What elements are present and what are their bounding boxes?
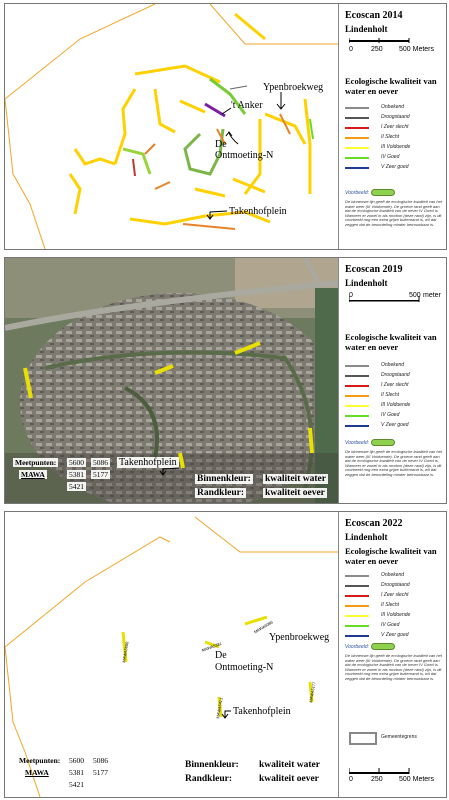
code-5086: 5086 bbox=[93, 458, 108, 467]
legend-row bbox=[345, 422, 445, 430]
legend-swatch bbox=[345, 615, 369, 617]
scale-label-250: 250 bbox=[371, 46, 383, 53]
code-5600: 5600 bbox=[69, 756, 84, 765]
legend-swatch bbox=[345, 585, 369, 587]
binnenkleur-label-2019: Binnenkleur: bbox=[197, 474, 251, 484]
scale-label-unit: meter bbox=[423, 292, 441, 299]
legend-2022 bbox=[338, 512, 447, 797]
legend-label: III Voldoende bbox=[381, 144, 411, 150]
example-label: Voorbeeld: bbox=[345, 190, 369, 196]
stream bbox=[70, 174, 80, 214]
legend-swatch bbox=[345, 167, 369, 169]
meetpunten-label-2019: Meetpunten: bbox=[15, 458, 57, 467]
legend-row bbox=[345, 632, 445, 640]
legend-swatch bbox=[345, 117, 369, 119]
legend-row bbox=[345, 144, 445, 152]
legend-row bbox=[345, 412, 445, 420]
stream bbox=[155, 89, 175, 132]
scale-label-250: 250 bbox=[371, 776, 383, 783]
legend-title: Ecologische kwaliteit van water en oever bbox=[345, 332, 437, 352]
gemeentegrens-label: Gemeentegrens bbox=[381, 734, 417, 740]
binnenkleur-value-2019: kwaliteit water bbox=[265, 474, 326, 484]
label-anker: 't Anker bbox=[231, 100, 263, 111]
label-ypenbroekweg-2022: Ypenbroekweg bbox=[269, 632, 330, 643]
mawa-point-5600: MAWA5600 bbox=[121, 641, 130, 663]
label-ypenbroekweg: Ypenbroekweg bbox=[263, 82, 324, 93]
legend-swatch bbox=[345, 415, 369, 417]
legend-label: II Slecht bbox=[381, 602, 400, 608]
legend-swatch bbox=[345, 395, 369, 397]
stream bbox=[180, 101, 205, 112]
code-5421: 5421 bbox=[69, 780, 84, 789]
legend-label: II Slecht bbox=[381, 392, 400, 398]
stream bbox=[195, 189, 225, 196]
title-2022: Ecoscan 2022 bbox=[345, 518, 403, 529]
mawa-point-5421: MAWA5421 bbox=[215, 697, 224, 719]
legend-label: III Voldoende bbox=[381, 612, 411, 618]
subtitle-2019: Lindenholt bbox=[345, 278, 388, 288]
legend-label: IV Goed bbox=[381, 412, 400, 418]
randkleur-label-2022: Randkleur: bbox=[185, 774, 232, 784]
code-5177: 5177 bbox=[93, 470, 108, 479]
stream bbox=[135, 66, 220, 82]
legend-label: Droogstaand bbox=[381, 582, 410, 588]
legend-row bbox=[345, 104, 445, 112]
legend-swatch bbox=[345, 157, 369, 159]
title-2014: Ecoscan 2014 bbox=[345, 10, 403, 21]
legend-swatch bbox=[345, 127, 369, 129]
legend-label: I Zeer slecht bbox=[381, 592, 409, 598]
legend-swatch bbox=[345, 385, 369, 387]
legend-row bbox=[345, 372, 445, 380]
legend-label: V Zeer goed bbox=[381, 632, 409, 638]
gemeentegrens-swatch bbox=[349, 732, 377, 745]
scale-label-500: 500 Meters bbox=[399, 776, 435, 783]
map-2022[interactable] bbox=[5, 512, 338, 797]
example-note: De binnenste lijn geeft de ecologische kwaliteit van het water weer (III Voldoende). De groene rand geeft aan dat de ecologische kwaliteit van de oever IV Goed is. Wanneer er zowel in als rondom (deze rand) zijn, is dit voorbeeld nog een extra grijze buitenrand is, wil dat zeggen dat de beoordeling minder betrouwbaar is. bbox=[345, 199, 442, 227]
legend-title: Ecologische kwaliteit van water en oever bbox=[345, 546, 437, 566]
legend-label: I Zeer slecht bbox=[381, 124, 409, 130]
example-label: Voorbeeld: bbox=[345, 644, 369, 650]
randkleur-value-2019: kwaliteit oever bbox=[265, 488, 325, 498]
scale-label-0: 0 bbox=[349, 292, 353, 299]
map-2014-svg bbox=[5, 4, 338, 249]
legend-label: III Voldoende bbox=[381, 402, 411, 408]
example-note: De binnenste lijn geeft de ecologische kwaliteit van het water weer (III Voldoende). De groene rand geeft aan dat de ecologische kwaliteit van de oever IV Goed is. Wanneer er zowel in als rondom (deze rand) zijn, is dit voorbeeld nog een extra grijze buitenrand is, wil dat zeggen dat de beoordeling minder betrouwbaar is. bbox=[345, 653, 442, 681]
stream bbox=[230, 86, 247, 89]
municipal-boundary bbox=[5, 4, 338, 249]
code-5381: 5381 bbox=[69, 470, 84, 479]
example-swatch bbox=[371, 189, 395, 196]
legend-swatch bbox=[345, 107, 369, 109]
stream bbox=[183, 224, 235, 229]
stream bbox=[75, 149, 115, 164]
legend-2019 bbox=[338, 258, 447, 503]
example-swatch bbox=[371, 643, 395, 650]
legend-row bbox=[345, 114, 445, 122]
legend-label: IV Goed bbox=[381, 154, 400, 160]
label-de-2022: De bbox=[215, 650, 227, 661]
label-de: De bbox=[215, 139, 227, 150]
legend-row bbox=[345, 392, 445, 400]
legend-row bbox=[345, 612, 445, 620]
label-takenhofplein: Takenhofplein bbox=[229, 206, 287, 217]
legend-label: II Slecht bbox=[381, 134, 400, 140]
mawa-point-5381: MAWA5381 bbox=[201, 640, 223, 653]
legend-swatch bbox=[345, 425, 369, 427]
municipal-boundary bbox=[5, 517, 338, 797]
stream bbox=[155, 182, 170, 189]
binnenkleur-label-2022: Binnenkleur: bbox=[185, 760, 239, 770]
example-swatch bbox=[371, 439, 395, 446]
legend-row bbox=[345, 622, 445, 630]
legend-swatch bbox=[345, 625, 369, 627]
mawa-point-5177: MAWA5177 bbox=[308, 681, 317, 703]
legend-swatch bbox=[345, 137, 369, 139]
legend-row bbox=[345, 134, 445, 142]
legend-label: Droogstaand bbox=[381, 372, 410, 378]
map-2014[interactable] bbox=[5, 4, 338, 249]
legend-title: Ecologische kwaliteit van water en oever bbox=[345, 76, 437, 96]
code-5600: 5600 bbox=[69, 458, 84, 467]
legend-swatch bbox=[345, 635, 369, 637]
scale-label-0: 0 bbox=[349, 46, 353, 53]
subtitle-2014: Lindenholt bbox=[345, 24, 388, 34]
stream bbox=[205, 104, 225, 116]
legend-swatch bbox=[345, 375, 369, 377]
scale-label-0: 0 bbox=[349, 776, 353, 783]
legend-label: I Zeer slecht bbox=[381, 382, 409, 388]
randkleur-label-2019: Randkleur: bbox=[197, 488, 244, 498]
legend-row bbox=[345, 582, 445, 590]
code-5086: 5086 bbox=[93, 756, 108, 765]
map-2022-svg bbox=[5, 512, 338, 797]
legend-row bbox=[345, 572, 445, 580]
map-2019[interactable] bbox=[5, 258, 338, 503]
legend-swatch bbox=[345, 595, 369, 597]
example-label: Voorbeeld: bbox=[345, 440, 369, 446]
legend-swatch bbox=[345, 147, 369, 149]
binnenkleur-value-2022: kwaliteit water bbox=[259, 760, 320, 770]
legend-label: V Zeer goed bbox=[381, 422, 409, 428]
stream bbox=[305, 99, 310, 194]
legend-label: Droogstaand bbox=[381, 114, 410, 120]
legend-swatch bbox=[345, 605, 369, 607]
legend-label: IV Goed bbox=[381, 622, 400, 628]
legend-label: V Zeer goed bbox=[381, 164, 409, 170]
legend-row bbox=[345, 124, 445, 132]
legend-label: Onbekend bbox=[381, 362, 405, 368]
scale-label-500: 500 Meters bbox=[399, 46, 435, 53]
meetpunten-label-2022: Meetpunten: bbox=[19, 756, 61, 765]
panel-2022 bbox=[4, 511, 447, 798]
code-5177: 5177 bbox=[93, 768, 108, 777]
code-5381: 5381 bbox=[69, 768, 84, 777]
panel-2014 bbox=[4, 3, 447, 250]
title-2019: Ecoscan 2019 bbox=[345, 264, 403, 275]
code-5421: 5421 bbox=[69, 482, 84, 491]
panel-2019 bbox=[4, 257, 447, 504]
randkleur-value-2022: kwaliteit oever bbox=[259, 774, 319, 784]
legend-label: Onbekend bbox=[381, 572, 405, 578]
stream bbox=[145, 144, 155, 154]
subtitle-2022: Lindenholt bbox=[345, 532, 388, 542]
legend-row bbox=[345, 164, 445, 172]
label-takenhofplein-2022: Takenhofplein bbox=[233, 706, 291, 717]
mawa-label-2022: MAWA bbox=[25, 768, 49, 777]
legend-row bbox=[345, 362, 445, 370]
mawa-label-2019: MAWA bbox=[21, 470, 45, 479]
stream bbox=[310, 428, 312, 453]
legend-row bbox=[345, 154, 445, 162]
stream bbox=[235, 14, 265, 39]
legend-label: Onbekend bbox=[381, 104, 405, 110]
example-note: De binnenste lijn geeft de ecologische kwaliteit van het water weer (III Voldoende). De groene rand geeft aan dat de ecologische kwaliteit van de oever IV Goed is. Wanneer er zowel in als rondom (deze rand) zijn, is dit voorbeeld nog een extra grijze buitenrand is, wil dat zeggen dat de beoordeling minder betrouwbaar is. bbox=[345, 449, 442, 477]
legend-row bbox=[345, 602, 445, 610]
label-ontmoeting: Ontmoeting-N bbox=[215, 150, 274, 161]
legend-2014 bbox=[338, 4, 447, 249]
legend-row bbox=[345, 402, 445, 410]
stream bbox=[133, 159, 135, 176]
stream bbox=[265, 114, 305, 144]
mawa-point-5086: MAWA5086 bbox=[253, 619, 274, 635]
legend-row bbox=[345, 592, 445, 600]
legend-swatch bbox=[345, 405, 369, 407]
legend-swatch bbox=[345, 575, 369, 577]
scale-label-500: 500 bbox=[409, 292, 421, 299]
legend-swatch bbox=[345, 365, 369, 367]
legend-row bbox=[345, 382, 445, 390]
label-ontmoeting-2022: Ontmoeting-N bbox=[215, 662, 274, 673]
label-takenhofplein-2019: Takenhofplein bbox=[119, 457, 177, 468]
